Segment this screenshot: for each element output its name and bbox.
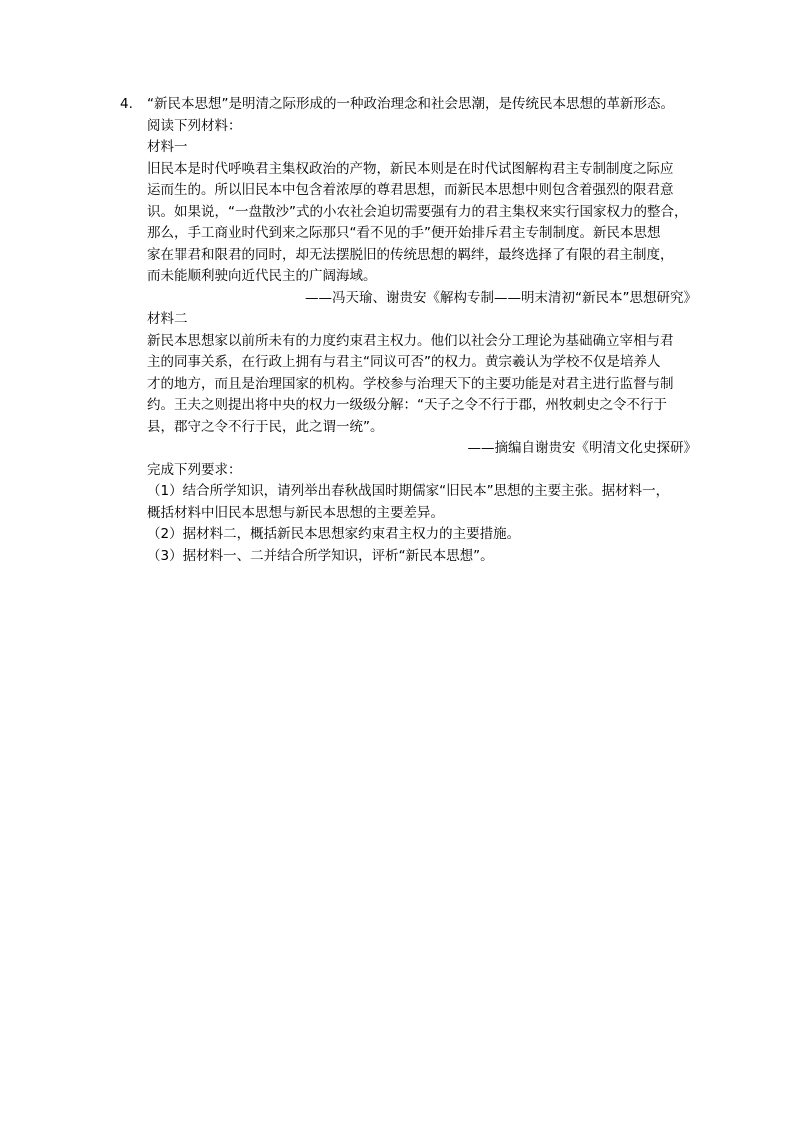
requirement-1-line-2: 概括材料中旧民本思想与新民本思想的主要差异。 [147,504,444,521]
question-stem-row [120,94,720,116]
material-2-line: 主的同事关系，在行政上拥有与君主“同议可否”的权力。黄宗羲认为学校不仅是培养人 [147,354,661,370]
requirement-2: （2）据材料二，概括新民本思想家约束君主权力的主要措施。 [147,526,521,542]
material-1-body [120,159,720,288]
requirements-list [120,481,720,567]
material-1-line: 运而生的。所以旧民本中包含着浓厚的尊君思想，而新民本思想中则包含着强烈的限君意 [147,182,674,198]
material-2-body [120,331,720,439]
material-1-line: 家在罪君和限君的同时，却无法摆脱旧的传统思想的羁绊，最终选择了有限的君主制度， [147,246,674,263]
material-1-line: 那么，手工商业时代到来之际那只“看不见的手”便开始排斥君主专制制度。新民本思想 [147,225,661,241]
question-4 [120,94,720,567]
reading-instruction: 阅读下列材料： [147,117,242,134]
material-2-line: 才的地方，而且是治理国家的机构。学校参与治理天下的主要功能是对君主进行监督与制 [147,375,674,392]
task-intro: 完成下列要求： [147,461,242,478]
material-1-line: 识。如果说，“一盘散沙”式的小农社会迫切需要强有力的君主集权来实行国家权力的整合， [147,203,688,220]
question-number: 4. [120,96,133,112]
material-2-line: 约。王夫之则提出将中央的权力一级级分解：“天子之令不行于郡，州牧刺史之令不行于 [147,397,667,413]
material-2-line: 县，郡守之令不行于民，此之谓一统”。 [147,418,384,435]
question-stem: “新民本思想”是明清之际形成的一种政治理念和社会思潮，是传统民本思想的革新形态。 [147,96,674,112]
material-1-line: 而未能顺利驶向近代民主的广阔海域。 [147,268,377,284]
material-2-line: 新民本思想家以前所未有的力度约束君主权力。他们以社会分工理论为基础确立宰相与君 [147,332,674,349]
requirement-3: （3）据材料一、二并结合所学知识，评析“新民本思想”。 [147,547,494,564]
material-2-source: ——摘编自谢贵安《明清文化史探研》 [467,440,697,456]
material-1-line: 旧民本是时代呼唤君主集权政治的产物，新民本则是在时代试图解构君主专制制度之际应 [147,160,674,177]
requirement-1-line-1: （1）结合所学知识，请列举出春秋战国时期儒家“旧民本”思想的主要主张。据材料一， [147,483,670,499]
material-1-title: 材料一 [147,139,188,155]
material-2-title: 材料二 [147,311,188,327]
material-1-source: ——冯天瑜、谢贵安《解构专制——明末清初“新民本”思想研究》 [305,289,697,306]
